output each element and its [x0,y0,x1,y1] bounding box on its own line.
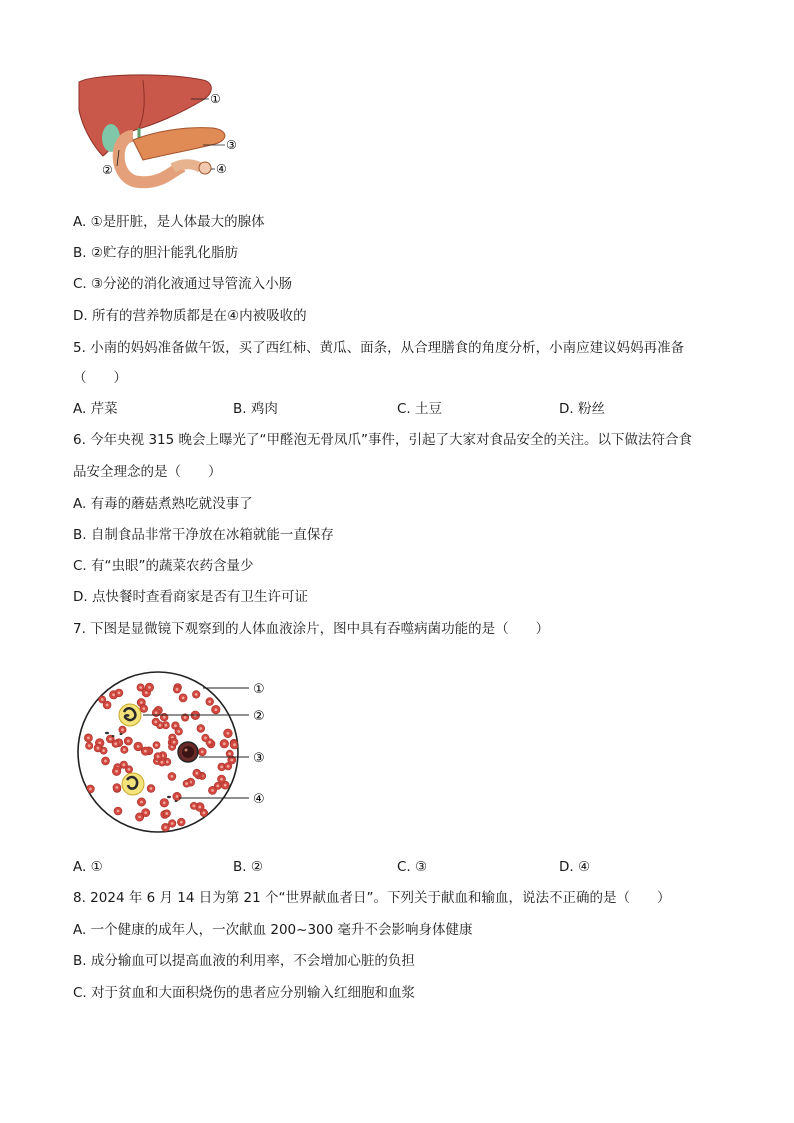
red-blood-cell-center [176,795,179,798]
q6-option-d: D. 点快餐时查看商家是否有卫生许可证 [73,589,308,605]
red-blood-cell-center [97,747,100,750]
red-blood-cell-center [171,775,174,778]
red-blood-cell-center [144,811,147,814]
red-blood-cell-center [139,686,142,689]
red-blood-cell-center [177,730,180,733]
q8-option-c: C. 对于贫血和大面积烧伤的患者应分别输入红细胞和血浆 [73,985,416,1001]
red-blood-cell-center [154,721,157,724]
red-blood-cell-center [195,693,198,696]
q8-stem: 8. 2024 年 6 月 14 日为第 21 个“世界献血者日”。下列关于献血和输血，说法不正确的是（ ） [73,890,671,906]
blood-smear-figure [73,666,283,841]
red-blood-cell-center [101,698,104,701]
white-blood-cell-upper [119,704,141,726]
red-blood-cell-center [208,741,211,744]
q6-option-a: A. 有毒的蘑菇煮熟吃就没事了 [73,496,253,512]
red-blood-cell-center [163,801,166,804]
q4-option-b: B. ②贮存的胆汁能乳化脂肪 [73,245,238,261]
red-blood-cell-center [201,750,204,753]
q5-stem-line2: （ ） [73,370,127,386]
q4-option-d: D. 所有的营养物质都是在④内被吸收的 [73,308,307,324]
figure1-label-4: ④ [216,162,227,176]
red-blood-cell-center [163,716,166,719]
red-blood-cell-center [87,737,90,740]
q7-option-b: B. ② [233,859,263,875]
red-blood-cell-center [198,806,201,809]
red-blood-cell-center [155,744,158,747]
red-blood-cell-center [114,742,117,745]
red-blood-cell-center [161,761,164,764]
red-blood-cell-center [166,761,169,764]
red-blood-cell-center [164,724,167,727]
red-blood-cell-center [98,742,101,745]
red-blood-cell-center [223,742,226,745]
red-blood-cell-center [214,708,217,711]
figure2-label-2: ② [253,709,265,724]
q8-option-a: A. 一个健康的成年人，一次献血 200~300 毫升不会影响身体健康 [73,922,473,938]
white-blood-cell-lower [122,773,144,795]
q7-option-c: C. ③ [397,859,428,875]
red-blood-cell-center [144,750,147,753]
red-blood-cell-center [104,760,107,763]
red-blood-cell-center [227,732,230,735]
red-blood-cell-center [224,784,227,787]
red-blood-cell-center [89,788,92,791]
red-blood-cell-center [184,716,187,719]
red-blood-cell-center [199,727,202,730]
red-blood-cell-center [230,759,233,762]
red-blood-cell-center [193,805,196,808]
q4-option-a: A. ①是肝脏，是人体最大的腺体 [73,214,265,230]
red-blood-cell-center [145,691,148,694]
q6-stem-line1: 6. 今年央视 315 晚会上曝光了“甲醛泡无骨凤爪”事件，引起了大家对食品安全的关注。以下做法符合食 [73,432,693,448]
red-blood-cell-center [220,778,223,781]
red-blood-cell-center [115,770,118,773]
q6-option-b: B. 自制食品非常干净放在冰箱就能一直保存 [73,527,334,543]
red-blood-cell-center [203,812,206,815]
q5-option-b: B. 鸡肉 [233,401,278,417]
red-blood-cell-center [216,785,219,788]
q5-option-d: D. 粉丝 [559,401,605,417]
figure2-label-1: ① [253,682,265,697]
q6-option-c: C. 有“虫眼”的蔬菜农药含量少 [73,558,254,574]
q7-stem: 7. 下图是显微镜下观察到的人体血液涂片，图中具有吞噬病菌功能的是（ ） [73,621,550,637]
red-blood-cell-center [165,812,168,815]
red-blood-cell-center [185,782,188,785]
red-blood-cell-center [182,697,185,700]
red-blood-cell-center [140,701,143,704]
figure1-label-2: ② [102,163,113,177]
red-blood-cell-center [228,752,231,755]
digestive-organs-figure [73,70,253,190]
red-blood-cell-center [121,728,124,731]
figure2-label-4: ④ [253,792,265,807]
red-blood-cell-center [109,738,112,741]
q7-option-a: A. ① [73,859,103,875]
red-blood-cell-center [211,789,214,792]
q7-option-d: D. ④ [559,859,591,875]
red-blood-cell-center [155,711,158,714]
red-blood-cell-center [220,766,223,769]
lymphocyte-cell [178,742,198,762]
red-blood-cell-center [150,787,153,790]
red-blood-cell-center [106,704,109,707]
red-blood-cell-center [204,737,207,740]
red-blood-cell-center [137,745,140,748]
figure1-label-1: ① [210,92,221,106]
red-blood-cell-center [233,743,236,746]
figure2-label-3: ③ [253,751,265,766]
red-blood-cell-center [164,826,167,829]
red-blood-cell-center [173,741,176,744]
red-blood-cell-center [171,822,174,825]
red-blood-cell-center [180,821,183,824]
q4-option-c: C. ③分泌的消化液通过导管流入小肠 [73,276,293,292]
red-blood-cell-center [195,772,198,775]
red-blood-cell-center [227,765,230,768]
red-blood-cell-center [208,700,211,703]
pancreas-shape [133,128,225,160]
red-blood-cell-center [122,763,125,766]
red-blood-cell-center [117,810,120,813]
red-blood-cell-center [174,724,177,727]
red-blood-cell-center [102,749,105,752]
red-blood-cell-center [138,816,141,819]
q5-option-a: A. 芹菜 [73,401,118,417]
red-blood-cell-center [123,748,126,751]
red-blood-cell-center [148,686,151,689]
red-blood-cell-center [176,688,179,691]
red-blood-cell-center [116,786,119,789]
figure1-label-3: ③ [226,138,237,152]
q5-stem-line1: 5. 小南的妈妈准备做午饭，买了西红柿、黄瓜、面条，从合理膳食的角度分析，小南应建议妈妈再准备 [73,340,685,356]
red-blood-cell-center [127,740,130,743]
q5-option-c: C. 土豆 [397,401,443,417]
red-blood-cell-center [128,768,131,771]
red-blood-cell-center [140,801,143,804]
red-blood-cell-center [112,693,115,696]
red-blood-cell-center [118,692,121,695]
q8-option-b: B. 成分输血可以提高血液的利用率，不会增加心脏的负担 [73,953,415,969]
red-blood-cell-center [142,707,145,710]
red-blood-cell-center [88,744,91,747]
q6-stem-line2: 品安全理念的是（ ） [73,464,222,480]
red-blood-cell-center [157,755,160,758]
